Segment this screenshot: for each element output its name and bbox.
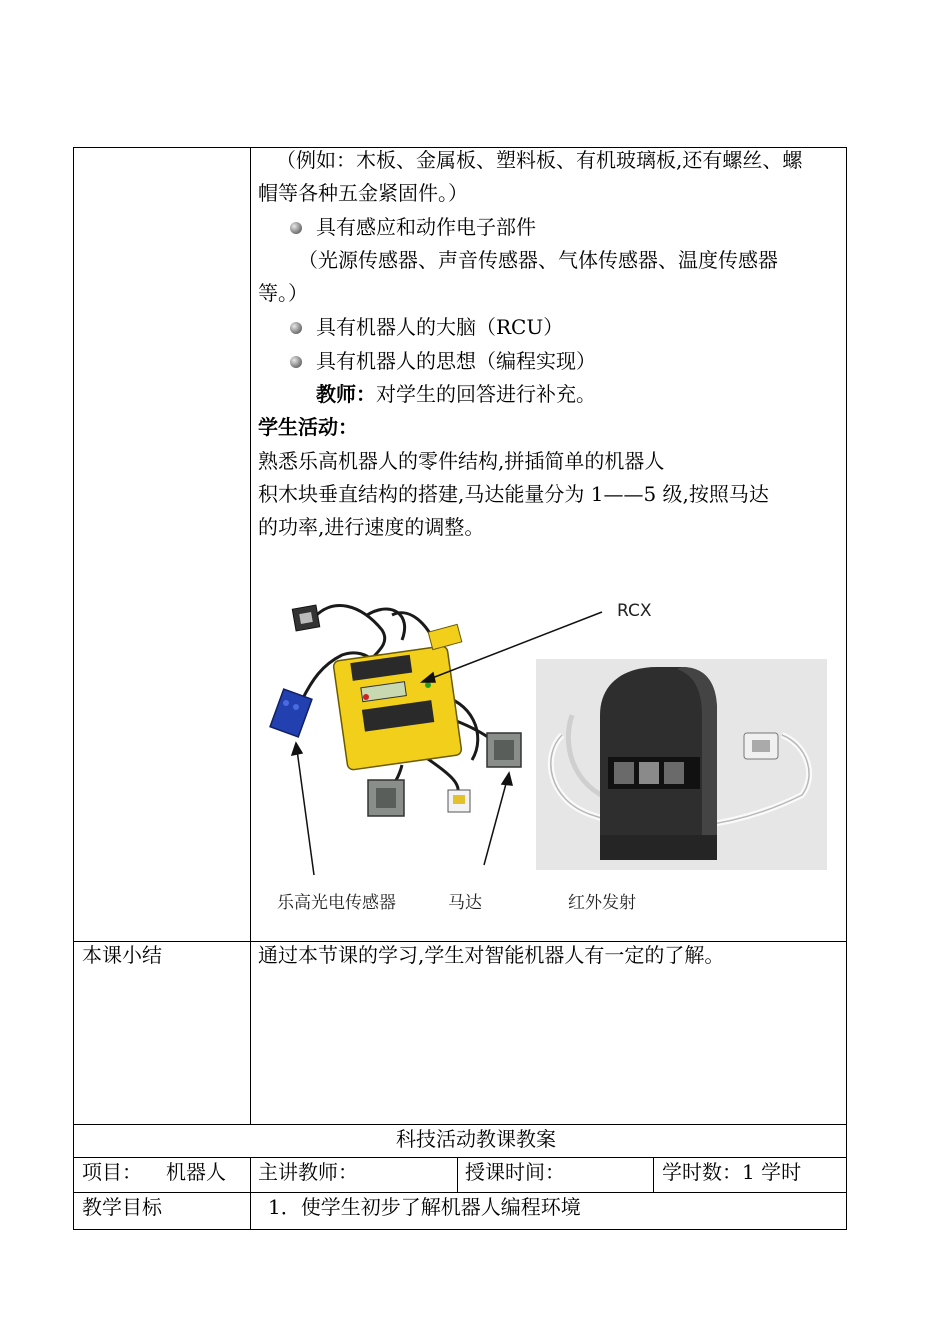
lego-parts-illustration [262, 585, 842, 920]
teacher-label: 教师： [316, 382, 376, 406]
student-line-3: 的功率,进行速度的调整。 [258, 515, 485, 539]
project-cell [82, 1155, 226, 1189]
teaching-goal-item: 1．使学生初步了解机器人编程环境 [268, 1195, 581, 1219]
bullet-brain: 具有机器人的大脑（RCU） [316, 315, 564, 339]
materials-line-1: （例如：木板、金属板、塑料板、有机玻璃板,还有螺丝、螺 [276, 148, 803, 172]
project-label: 项目： [82, 1160, 142, 1184]
project-value: 机器人 [166, 1160, 226, 1184]
info-divider-3 [653, 1157, 654, 1192]
bullet-programming: 具有机器人的思想（编程实现） [316, 349, 596, 373]
summary-label: 本课小结 [82, 943, 162, 967]
lesson-plan-title: 科技活动教课教案 [396, 1127, 556, 1151]
lead-teacher-label: 主讲教师： [258, 1160, 358, 1184]
bullet-sensors-actuators: 具有感应和动作电子部件 [316, 215, 536, 239]
bullet-icon [290, 356, 302, 368]
table-bottom-border [73, 1229, 847, 1230]
table-right-border [846, 147, 847, 1230]
info-divider-2 [457, 1157, 458, 1192]
lego-rcx-figure [262, 585, 842, 920]
student-line-1: 熟悉乐高机器人的零件结构,拼插简单的机器人 [258, 449, 665, 473]
column-divider [250, 147, 251, 1125]
teacher-text: 对学生的回答进行补充。 [376, 382, 596, 406]
sensors-line-1: （光源传感器、声音传感器、气体传感器、温度传感器 [298, 248, 778, 272]
sensors-line-2: 等。） [258, 281, 308, 305]
teaching-goal-label: 教学目标 [82, 1195, 162, 1219]
class-time-label: 授课时间： [465, 1160, 565, 1184]
caption-motor: 马达 [448, 893, 482, 913]
student-line-2: 积木块垂直结构的搭建,马达能量分为 1——5 级,按照马达 [258, 482, 769, 506]
caption-light-sensor: 乐高光电传感器 [277, 893, 396, 913]
materials-line-2: 帽等各种五金紧固件。） [258, 181, 468, 205]
info-divider-1 [250, 1157, 251, 1229]
rcx-label: RCX [617, 601, 652, 621]
teacher-note [316, 377, 596, 411]
credit-hours-label: 学时数：1 学时 [662, 1160, 802, 1184]
bullet-icon [290, 222, 302, 234]
student-activity-heading: 学生活动： [258, 415, 358, 439]
blue-light-sensor-icon [270, 689, 312, 737]
table-left-border [73, 147, 74, 1230]
rcx-brick-icon [333, 645, 462, 770]
summary-text: 通过本节课的学习,学生对智能机器人有一定的了解。 [258, 943, 725, 967]
bullet-icon [290, 322, 302, 334]
ir-tower-icon [536, 659, 827, 870]
caption-ir-transmitter: 红外发射 [568, 893, 636, 913]
